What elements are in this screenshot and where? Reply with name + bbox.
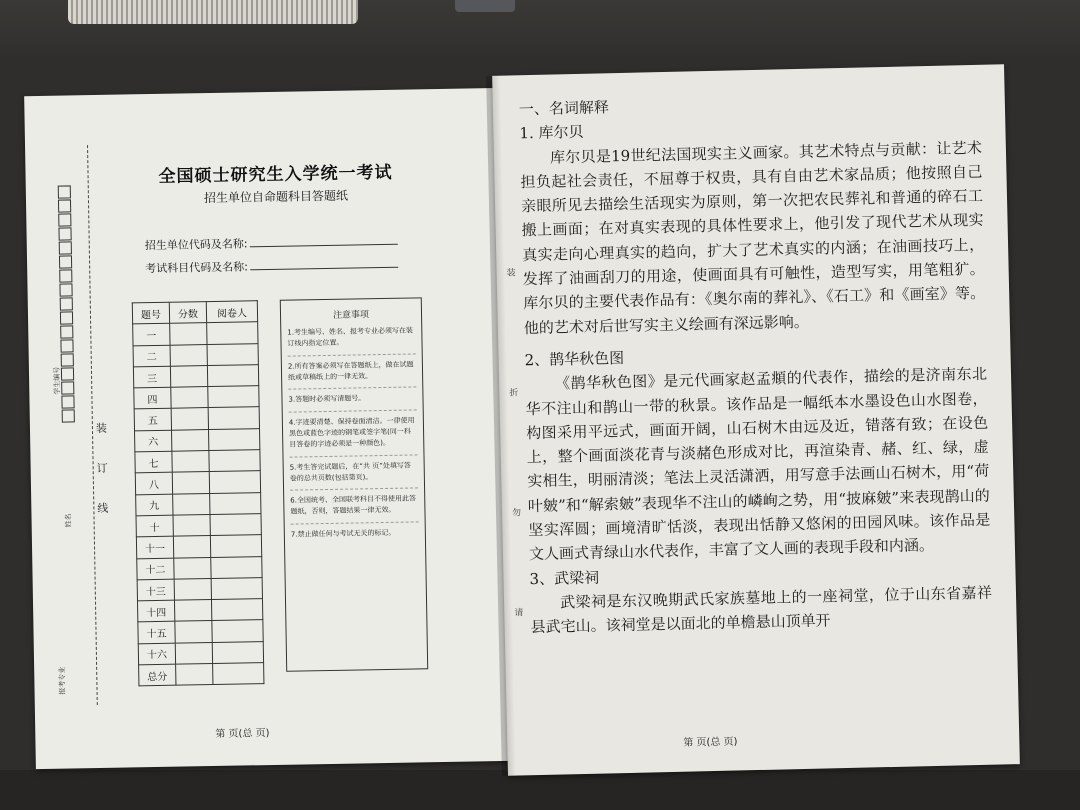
margin-mark: 装 — [506, 268, 516, 279]
institution-field[interactable] — [145, 233, 398, 253]
binding-label-student-number: 学生编号 — [53, 366, 62, 395]
table-row: 十五 — [138, 620, 263, 643]
table-row: 十四 — [137, 599, 262, 622]
notice-item: 2.所有答案必须写在答题纸上，做在试题纸或草稿纸上的一律无效。 — [288, 353, 416, 383]
binding-word-1: 装 — [95, 421, 108, 436]
notice-title: 注意事项 — [332, 310, 370, 321]
answer-sheet-cover-page — [24, 88, 514, 769]
margin-mark: 勿 — [511, 508, 522, 519]
term-heading: 1. 库尔贝 — [519, 123, 584, 143]
score-table — [132, 300, 265, 686]
notice-item: 1.考生编号、姓名、报考专业必须写在装订线内指定位置。 — [287, 326, 414, 348]
notice-item: 6.全国统考、全国联考科目不得使用此答题纸，否则，答题结果一律无效。 — [290, 488, 418, 518]
col-header: 阅卷人 — [206, 301, 257, 323]
binding-word-3: 线 — [97, 501, 109, 516]
term-heading: 3、武梁祠 — [529, 568, 600, 588]
subject-field[interactable] — [145, 256, 398, 276]
table-row: 八 — [135, 471, 260, 494]
section-heading: 一、名词解释 — [518, 98, 610, 119]
answer-paragraph: 《鹊华秋色图》是元代画家赵孟頫的代表作，描绘的是济南东北华不注山和鹊山一带的秋景。该作品是一幅纸本水墨设色山水图卷，构图采用平远式，画面开阔，山石树木由远及近，错落有致；在设色上，整个画面淡花青与淡赭色形成对比，再渲染青、赭、红、绿，虚实相生，明丽清淡；笔法上灵活潇洒，用写意手法画山石树木，用“荷叶皴”和“解索皴”表现华不注山的嶙峋之势，用“披麻皴”来表现鹊山的坚实浑圆；画境清旷恬淡，表现出恬静又悠闲的田园风味。该作品是文人画式青绿山水代表作，丰富了文人画的表现手段和内涵。 — [525, 365, 991, 564]
table-row: 十 — [136, 514, 261, 537]
notice-item: 7.禁止做任何与考试无关的标记。 — [291, 522, 419, 541]
institution-field-label: 招生单位代码及名称: — [144, 237, 248, 253]
desk-edge — [0, 770, 1080, 810]
score-table-header — [132, 301, 257, 324]
object-edge — [455, 0, 515, 12]
binding-word-2: 订 — [96, 461, 108, 476]
answer-paragraph: 库尔贝是19世纪法国现实主义画家。其艺术特点与贡献：让艺术担负起社会责任，不屈尊于权贵，具有自由艺术家品质；他按照自己亲眼所见去描绘生活现实为原则，第一次把农民葬礼和普通的碎石工搬上画面；在对真实表现的具体性要求上，他引发了现代艺术从现实真实走向心理真实的趋向，扩大了艺术真实的内涵；在油画技巧上，发挥了油画刮刀的用途，使画面具有可触性，造型写实，用笔粗犷。库尔贝的主要代表作品有：《奥尔南的葬礼》、《石工》和《画室》等。他的艺术对后世写实主义绘画有深远影响。 — [520, 138, 986, 337]
notice-item: 3.答题时必须写清题号。 — [288, 387, 416, 406]
col-header: 题号 — [132, 302, 169, 324]
table-row: 总分 — [139, 663, 264, 686]
table-row: 十六 — [138, 641, 263, 664]
table-row: 十三 — [137, 578, 262, 601]
col-header: 分数 — [169, 302, 206, 324]
table-row: 四 — [134, 386, 259, 409]
table-row: 十一 — [136, 535, 261, 558]
table-row: 十二 — [137, 556, 262, 579]
table-row: 六 — [135, 428, 260, 451]
answer-paragraph: 武梁祠是东汉晚期武氏家族墓地上的一座祠堂，位于山东省嘉祥县武宅山。该祠堂是以面北的单檐悬山顶单开 — [530, 583, 993, 637]
notice-item: 5.考生答完试题后，在“共 页”处填写答卷的总共页数(包括第页)。 — [289, 454, 417, 484]
binding-label-name: 姓名 — [65, 513, 73, 528]
notice-item: 4.字迹要清楚、保持卷面清洁。一律使用黑色或蓝色字迹的钢笔或签字笔(同一科目答卷的字迹必须是一种颜色)。 — [289, 410, 418, 451]
table-row: 三 — [133, 365, 258, 388]
table-row: 九 — [136, 492, 261, 515]
notice-box — [280, 297, 428, 671]
comb-object — [68, 0, 358, 24]
term-heading: 2、鹊华秋色图 — [524, 348, 625, 370]
subject-field-label: 考试科目代码及名称: — [145, 260, 249, 276]
table-row: 七 — [135, 450, 260, 473]
binding-label-major: 报考专业 — [59, 666, 67, 695]
exam-subtitle: 招生单位自命题科目答题纸 — [203, 188, 349, 206]
table-row: 二 — [133, 343, 258, 366]
handwritten-answer-page — [492, 64, 1020, 775]
table-row: 五 — [134, 407, 259, 430]
margin-mark: 折 — [509, 388, 519, 399]
margin-mark: 请 — [514, 608, 524, 619]
page-number-footer: 第 页(总 页) — [683, 736, 738, 749]
exam-title: 全国硕士研究生入学统一考试 — [158, 162, 393, 187]
handwritten-answers — [519, 87, 993, 640]
page-number-footer: 第 页(总 页) — [215, 728, 270, 740]
table-row: 一 — [133, 322, 258, 345]
